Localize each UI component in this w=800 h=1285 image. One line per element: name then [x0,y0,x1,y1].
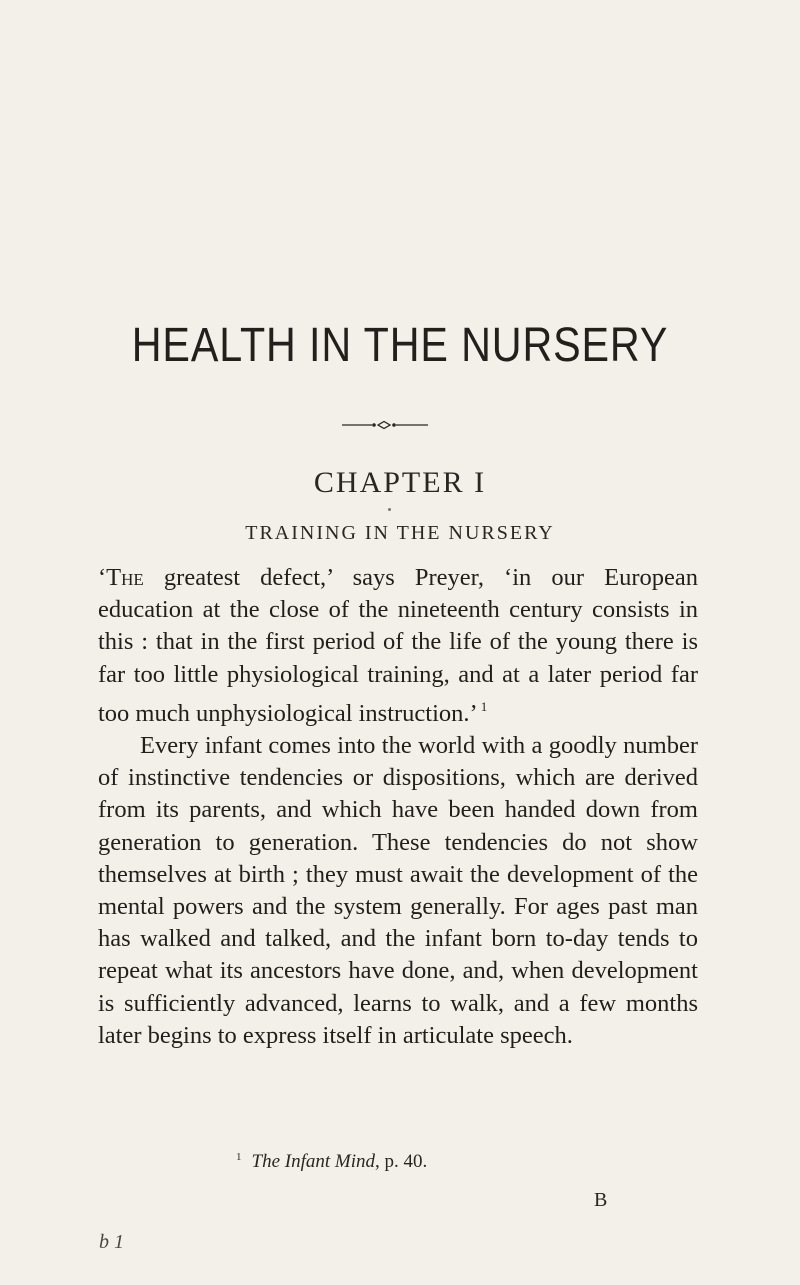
ornament-divider [342,420,428,430]
chapter-title: TRAINING IN THE NURSERY [245,522,555,544]
opening-word: The [106,564,144,591]
footnote [236,1151,427,1173]
paragraph-2: Every infant comes into the world with a goodly number of instinctive tendencies or dispositions, which are derived from its parents, and which have been handed down from generation to generation. These tendencies do not show themselves at birth ; they must await the development of the mental powers and the system generally. For ages past man has walked and talked, and the infant born to-day tends to repeat what its ancestors have done, and, when development is sufficiently advanced, learns to walk, and a few months later begins to express itself in articulate speech. [98,732,698,1049]
paragraph-1 [98,562,698,730]
chapter-heading: CHAPTER I [313,466,487,499]
book-title: HEALTH IN THE NURSERY [131,319,669,372]
paragraph-1-text: greatest defect,’ says Preyer, ‘in our European education at the close of the nineteenth century consists in this : that in the first period of the life of the young there is far too little physiological training, and at a later period far too much unphysiological instruction.’ [98,564,698,727]
footnote-number: 1 [236,1151,242,1163]
body-text [98,562,698,1052]
signature-mark: B [594,1189,608,1211]
footnote-citation: , p. 40. [375,1151,428,1172]
opening-quote: ‘ [98,564,107,591]
footnote-reference: 1 [480,698,488,714]
decorative-dot [388,508,391,511]
handwritten-mark: b 1 [99,1231,124,1253]
footnote-work-title: The Infant Mind [251,1151,375,1172]
